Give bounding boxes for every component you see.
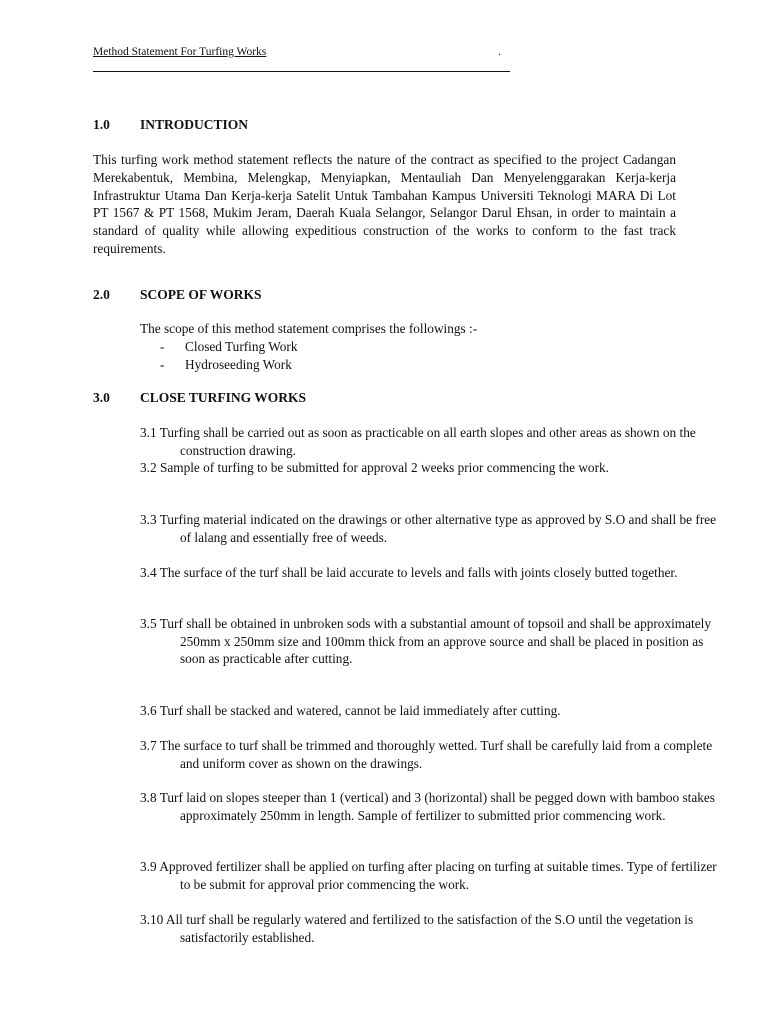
clause-text: All turf shall be regularly watered and fertilized to the satisfaction of the S.O until the vegetation is satisfactorily established. [165, 912, 694, 945]
clause-number: 3.5 [140, 616, 157, 631]
clause-text: Turfing material indicated on the drawings or other alternative type as approved by S.O and shall be free of lalang and essentially free of weeds. [159, 512, 717, 545]
clause-text: Turf shall be stacked and watered, cannot be laid immediately after cutting. [159, 703, 561, 718]
clause-3-2 [140, 459, 725, 477]
clause-number: 3.3 [140, 512, 157, 527]
list-dash: - [160, 339, 165, 354]
clause-3-8 [140, 789, 725, 824]
clause-3-5 [140, 615, 725, 668]
header-title: Method Statement For Turfing Works [93, 46, 267, 58]
clause-3-9 [140, 858, 725, 893]
clause-text: Turf shall be obtained in unbroken sods with a substantial amount of topsoil and shall be approximately 250mm x 250mm size and 100mm thick from an approve source and shall be placed in position as soon as practicable after cutting. [159, 616, 711, 666]
clause-number: 3.7 [140, 738, 157, 753]
clause-text: Approved fertilizer shall be applied on turfing after placing on turfing at suitable times. Type of fertilizer to be submit for approval prior commencing the work. [159, 859, 717, 892]
clause-number: 3.2 [140, 460, 157, 475]
clause-number: 3.1 [140, 425, 157, 440]
clause-number: 3.8 [140, 790, 157, 805]
section-title: CLOSE TURFING WORKS [140, 390, 307, 405]
section-number: 3.0 [93, 390, 110, 405]
clause-text: Turf laid on slopes steeper than 1 (vertical) and 3 (horizontal) shall be pegged down with bamboo stakes approximately 250mm in length. Sample of fertilizer to submitted prior commencing work. [159, 790, 715, 823]
section-title: INTRODUCTION [140, 117, 249, 132]
introduction-paragraph: This turfing work method statement reflects the nature of the contract as specified to the project Cadangan Merekabentuk, Membina, Melengkap, Menyiapkan, Mentauliah Dan Menyelenggarakan Kerja-kerja Infrastruktur Utama Dan Kerja-kerja Satelit Untuk Tambahan Kampus Universiti Teknologi MARA Di Lot PT 1567 & PT 1568, Mukim Jeram, Daerah Kuala Selangor, Selangor Darul Ehsan, in order to maintain a standard of quality while allowing expeditious construction of the works to conform to the fast track requirements. [93, 152, 676, 256]
clause-3-7 [140, 737, 725, 772]
section-heading-introduction [93, 116, 248, 133]
header-trailing-mark: . [498, 46, 501, 58]
clause-text: The surface to turf shall be trimmed and thoroughly wetted. Turf shall be carefully laid from a complete and uniform cover as shown on the drawings. [159, 738, 713, 771]
clause-number: 3.9 [140, 859, 157, 874]
clause-text: Turfing shall be carried out as soon as practicable on all earth slopes and other areas as shown on the construction drawing. [159, 425, 696, 458]
list-item [160, 338, 297, 356]
scope-lead-text: The scope of this method statement comprises the followings :- [140, 321, 478, 336]
header-rule [93, 71, 510, 72]
clause-3-4 [140, 564, 725, 582]
scope-list [160, 338, 297, 373]
list-item-text: Closed Turfing Work [185, 339, 298, 354]
section-title: SCOPE OF WORKS [140, 287, 262, 302]
section-heading-scope [93, 286, 262, 303]
clause-number: 3.6 [140, 703, 157, 718]
section-heading-close-turfing [93, 389, 306, 406]
section-number: 1.0 [93, 117, 110, 132]
clause-3-10 [140, 911, 725, 946]
list-item [160, 356, 297, 374]
clause-text: Sample of turfing to be submitted for approval 2 weeks prior commencing the work. [159, 460, 609, 475]
clause-number: 3.10 [140, 912, 164, 927]
clause-3-6 [140, 702, 725, 720]
list-item-text: Hydroseeding Work [185, 356, 292, 372]
section-number: 2.0 [93, 287, 110, 302]
clause-3-1 [140, 424, 725, 459]
clause-3-3 [140, 511, 725, 546]
running-header [93, 45, 510, 59]
list-dash: - [160, 356, 165, 372]
clause-number: 3.4 [140, 565, 157, 580]
clause-text: The surface of the turf shall be laid accurate to levels and falls with joints closely butted together. [159, 565, 678, 580]
